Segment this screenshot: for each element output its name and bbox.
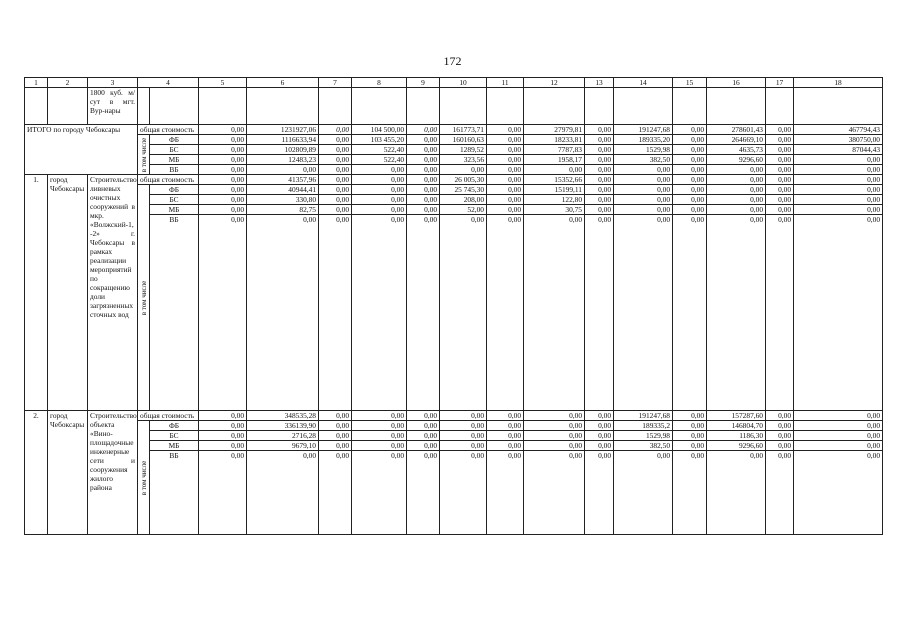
value-cell: 0,00 (766, 185, 794, 195)
value-cell: 0,00 (199, 195, 247, 205)
value-cell: 0,00 (766, 155, 794, 165)
cont-cell (766, 88, 794, 125)
value-cell: 1529,98 (614, 431, 673, 441)
funding-source-label: МБ (150, 205, 199, 215)
total-cost-label: общая стоимость (138, 125, 199, 135)
total-value-cell: 0,00 (319, 125, 352, 135)
total-value-cell: 0,00 (487, 125, 524, 135)
total-value-cell: 467794,43 (794, 125, 883, 135)
value-cell: 0,00 (794, 431, 883, 441)
item2-source-row (25, 451, 883, 535)
value-cell: 0,00 (247, 215, 319, 411)
value-cell: 0,00 (585, 185, 614, 195)
column-number-row (25, 78, 883, 88)
value-cell: 0,00 (407, 185, 440, 195)
value-cell: 0,00 (319, 441, 352, 451)
value-cell: 0,00 (352, 185, 407, 195)
total-value-cell: 0,00 (487, 175, 524, 185)
value-cell: 0,00 (614, 215, 673, 411)
value-cell: 0,00 (794, 421, 883, 431)
value-cell: 0,00 (794, 205, 883, 215)
item2-total-row (25, 411, 883, 421)
header-cell: 5 (199, 78, 247, 88)
value-cell: 0,00 (199, 451, 247, 535)
value-cell: 0,00 (440, 215, 487, 411)
value-cell: 0,00 (352, 421, 407, 431)
value-cell: 30,75 (524, 205, 585, 215)
value-cell: 264669,10 (707, 135, 766, 145)
value-cell: 0,00 (524, 451, 585, 535)
item1-source-row (25, 195, 883, 205)
total-value-cell: 348535,28 (247, 411, 319, 421)
value-cell: 0,00 (524, 431, 585, 441)
value-cell: 0,00 (319, 195, 352, 205)
value-cell: 0,00 (673, 431, 707, 441)
value-cell: 0,00 (794, 195, 883, 205)
value-cell: 0,00 (440, 441, 487, 451)
value-cell: 0,00 (407, 451, 440, 535)
total-value-cell: 0,00 (585, 125, 614, 135)
header-cell: 18 (794, 78, 883, 88)
itogo-source-row (25, 145, 883, 155)
total-value-cell: 0,00 (524, 411, 585, 421)
value-cell: 0,00 (585, 441, 614, 451)
value-cell: 0,00 (673, 195, 707, 205)
value-cell: 0,00 (319, 185, 352, 195)
value-cell: 0,00 (673, 205, 707, 215)
cont-cell (614, 88, 673, 125)
value-cell: 1289,52 (440, 145, 487, 155)
value-cell: 0,00 (352, 431, 407, 441)
header-cell: 10 (440, 78, 487, 88)
including-label-cell (138, 421, 150, 535)
value-cell: 0,00 (794, 155, 883, 165)
value-cell: 0,00 (585, 165, 614, 175)
itogo-label: ИТОГО по городу Чебоксары (25, 125, 138, 175)
header-cell: 16 (707, 78, 766, 88)
value-cell: 0,00 (487, 165, 524, 175)
total-value-cell: 0,00 (407, 175, 440, 185)
value-cell: 0,00 (407, 155, 440, 165)
value-cell: 0,00 (794, 451, 883, 535)
cont-cell (585, 88, 614, 125)
value-cell: 0,00 (319, 205, 352, 215)
header-cell: 6 (247, 78, 319, 88)
value-cell: 0,00 (407, 165, 440, 175)
cont-cell (440, 88, 487, 125)
value-cell: 0,00 (199, 215, 247, 411)
value-cell: 0,00 (524, 441, 585, 451)
value-cell: 0,00 (585, 155, 614, 165)
item2-source-row (25, 431, 883, 441)
value-cell: 0,00 (766, 451, 794, 535)
value-cell: 0,00 (524, 421, 585, 431)
item1-source-row (25, 205, 883, 215)
value-cell: 0,00 (794, 185, 883, 195)
total-value-cell: 26 005,30 (440, 175, 487, 185)
value-cell: 0,00 (673, 185, 707, 195)
value-cell: 25 745,30 (440, 185, 487, 195)
funding-source-label: МБ (150, 441, 199, 451)
item-description: Строительство ливневых очистных сооружений в мкр. «Волжский-1, -2» г. Чебоксары в рамках реализации мероприятий по сокращению доли загрязненных сточных вод (88, 175, 138, 411)
funding-source-label: БС (150, 195, 199, 205)
value-cell: 0,00 (247, 165, 319, 175)
total-value-cell: 0,00 (352, 411, 407, 421)
total-value-cell: 0,00 (199, 411, 247, 421)
value-cell: 0,00 (407, 431, 440, 441)
value-cell: 52,00 (440, 205, 487, 215)
value-cell: 522,40 (352, 155, 407, 165)
cont-cell (138, 88, 150, 125)
total-value-cell: 161773,71 (440, 125, 487, 135)
including-label-cell (138, 185, 150, 411)
cont-cell (352, 88, 407, 125)
value-cell: 82,75 (247, 205, 319, 215)
total-value-cell: 0,00 (766, 175, 794, 185)
value-cell: 0,00 (673, 215, 707, 411)
value-cell: 0,00 (673, 145, 707, 155)
total-value-cell: 0,00 (352, 175, 407, 185)
value-cell: 9296,60 (707, 155, 766, 165)
header-cell: 2 (48, 78, 88, 88)
funding-source-label: ФБ (150, 421, 199, 431)
value-cell: 0,00 (487, 135, 524, 145)
value-cell: 0,00 (766, 145, 794, 155)
value-cell: 0,00 (407, 215, 440, 411)
value-cell: 0,00 (707, 451, 766, 535)
total-cost-label: общая стоимость (138, 175, 199, 185)
value-cell: 0,00 (247, 451, 319, 535)
header-cell: 11 (487, 78, 524, 88)
value-cell: 146804,70 (707, 421, 766, 431)
value-cell: 0,00 (766, 421, 794, 431)
value-cell: 382,50 (614, 441, 673, 451)
value-cell: 0,00 (766, 135, 794, 145)
header-cell: 7 (319, 78, 352, 88)
header-cell: 8 (352, 78, 407, 88)
total-value-cell: 0,00 (319, 411, 352, 421)
total-value-cell: 191247,68 (614, 411, 673, 421)
item-number: 2. (25, 411, 48, 535)
funding-source-label: ФБ (150, 185, 199, 195)
total-value-cell: 0,00 (585, 175, 614, 185)
value-cell: 0,00 (585, 215, 614, 411)
cont-cell (25, 88, 48, 125)
value-cell: 103 455,20 (352, 135, 407, 145)
value-cell: 0,00 (766, 441, 794, 451)
value-cell: 189335,20 (614, 135, 673, 145)
value-cell: 0,00 (352, 441, 407, 451)
value-cell: 0,00 (673, 451, 707, 535)
value-cell: 0,00 (319, 165, 352, 175)
total-value-cell: 0,00 (673, 125, 707, 135)
total-value-cell: 41357,96 (247, 175, 319, 185)
cont-cell (524, 88, 585, 125)
value-cell: 380750,00 (794, 135, 883, 145)
including-label: в том числе (139, 460, 148, 495)
value-cell: 0,00 (352, 205, 407, 215)
value-cell: 122,80 (524, 195, 585, 205)
value-cell: 0,00 (407, 441, 440, 451)
total-value-cell: 0,00 (199, 175, 247, 185)
value-cell: 0,00 (487, 205, 524, 215)
funding-source-label: ВБ (150, 215, 199, 411)
value-cell: 15199,11 (524, 185, 585, 195)
cont-cell (673, 88, 707, 125)
value-cell: 1116633,94 (247, 135, 319, 145)
value-cell: 0,00 (487, 145, 524, 155)
total-cost-label: общая стоимость (138, 411, 199, 421)
value-cell: 0,00 (487, 195, 524, 205)
value-cell: 1529,98 (614, 145, 673, 155)
value-cell: 0,00 (766, 431, 794, 441)
value-cell: 0,00 (319, 421, 352, 431)
value-cell: 0,00 (614, 195, 673, 205)
value-cell: 0,00 (319, 135, 352, 145)
funding-source-label: ВБ (150, 451, 199, 535)
value-cell: 0,00 (199, 145, 247, 155)
value-cell: 40944,41 (247, 185, 319, 195)
value-cell: 0,00 (407, 145, 440, 155)
value-cell: 0,00 (766, 215, 794, 411)
value-cell: 0,00 (487, 155, 524, 165)
value-cell: 0,00 (440, 431, 487, 441)
value-cell: 0,00 (707, 165, 766, 175)
value-cell: 0,00 (673, 441, 707, 451)
header-cell: 17 (766, 78, 794, 88)
value-cell: 0,00 (487, 431, 524, 441)
value-cell: 0,00 (585, 145, 614, 155)
header-cell: 1 (25, 78, 48, 88)
value-cell: 0,00 (319, 155, 352, 165)
total-value-cell: 0,00 (487, 411, 524, 421)
value-cell: 0,00 (319, 451, 352, 535)
value-cell: 0,00 (487, 215, 524, 411)
value-cell: 9679,10 (247, 441, 319, 451)
item-number: 1. (25, 175, 48, 411)
value-cell: 208,00 (440, 195, 487, 205)
total-value-cell: 0,00 (766, 411, 794, 421)
value-cell: 160160,63 (440, 135, 487, 145)
item-city: город Чебоксары (48, 411, 88, 535)
value-cell: 0,00 (407, 135, 440, 145)
total-value-cell: 27979,81 (524, 125, 585, 135)
header-cell: 15 (673, 78, 707, 88)
including-label: в том числе (139, 137, 148, 172)
value-cell: 0,00 (614, 205, 673, 215)
value-cell: 0,00 (673, 165, 707, 175)
cont-cell (199, 88, 247, 125)
value-cell: 0,00 (585, 195, 614, 205)
value-cell: 0,00 (673, 421, 707, 431)
value-cell: 0,00 (524, 165, 585, 175)
funding-source-label: БС (150, 145, 199, 155)
value-cell: 0,00 (199, 441, 247, 451)
value-cell: 0,00 (440, 165, 487, 175)
value-cell: 0,00 (487, 451, 524, 535)
value-cell: 0,00 (614, 451, 673, 535)
total-value-cell: 0,00 (199, 125, 247, 135)
value-cell: 0,00 (707, 215, 766, 411)
funding-source-label: ВБ (150, 165, 199, 175)
total-value-cell: 1231927,06 (247, 125, 319, 135)
value-cell: 0,00 (707, 185, 766, 195)
cont-cell (707, 88, 766, 125)
value-cell: 0,00 (487, 185, 524, 195)
itogo-total-row (25, 125, 883, 135)
value-cell: 0,00 (487, 421, 524, 431)
value-cell: 0,00 (440, 421, 487, 431)
header-cell: 4 (138, 78, 199, 88)
total-value-cell: 0,00 (319, 175, 352, 185)
value-cell: 0,00 (794, 441, 883, 451)
item2-source-row (25, 441, 883, 451)
header-cell: 3 (88, 78, 138, 88)
value-cell: 0,00 (766, 205, 794, 215)
value-cell: 0,00 (407, 195, 440, 205)
value-cell: 0,00 (673, 135, 707, 145)
total-value-cell: 0,00 (766, 125, 794, 135)
total-value-cell: 0,00 (407, 125, 440, 135)
total-value-cell: 104 500,00 (352, 125, 407, 135)
total-value-cell: 0,00 (794, 411, 883, 421)
value-cell: 0,00 (319, 145, 352, 155)
funding-source-label: БС (150, 431, 199, 441)
total-value-cell: 0,00 (707, 175, 766, 185)
header-cell: 9 (407, 78, 440, 88)
item1-total-row (25, 175, 883, 185)
cont-cell (48, 88, 88, 125)
total-value-cell: 0,00 (673, 411, 707, 421)
value-cell: 0,00 (319, 431, 352, 441)
item1-source-row (25, 185, 883, 195)
value-cell: 0,00 (407, 421, 440, 431)
value-cell: 7787,83 (524, 145, 585, 155)
value-cell: 323,56 (440, 155, 487, 165)
value-cell: 0,00 (440, 451, 487, 535)
total-value-cell: 0,00 (440, 411, 487, 421)
value-cell: 0,00 (199, 155, 247, 165)
value-cell: 87044,43 (794, 145, 883, 155)
value-cell: 4635,73 (707, 145, 766, 155)
total-value-cell: 0,00 (614, 175, 673, 185)
cont-cell (150, 88, 199, 125)
header-cell: 14 (614, 78, 673, 88)
value-cell: 2716,28 (247, 431, 319, 441)
value-cell: 1958,17 (524, 155, 585, 165)
value-cell: 0,00 (199, 135, 247, 145)
total-value-cell: 0,00 (407, 411, 440, 421)
value-cell: 0,00 (352, 215, 407, 411)
value-cell: 18233,81 (524, 135, 585, 145)
header-cell: 12 (524, 78, 585, 88)
value-cell: 0,00 (794, 165, 883, 175)
value-cell: 0,00 (707, 205, 766, 215)
continuation-row (25, 88, 883, 125)
including-label-cell (138, 135, 150, 175)
itogo-source-row (25, 165, 883, 175)
value-cell: 0,00 (487, 441, 524, 451)
value-cell: 0,00 (794, 215, 883, 411)
cont-cell (487, 88, 524, 125)
total-value-cell: 15352,66 (524, 175, 585, 185)
value-cell: 0,00 (766, 165, 794, 175)
value-cell: 0,00 (585, 421, 614, 431)
value-cell: 0,00 (524, 215, 585, 411)
funding-source-label: МБ (150, 155, 199, 165)
including-label: в том числе (139, 280, 148, 315)
value-cell: 0,00 (614, 165, 673, 175)
value-cell: 382,50 (614, 155, 673, 165)
value-cell: 0,00 (585, 205, 614, 215)
value-cell: 102809,89 (247, 145, 319, 155)
cont-cell (319, 88, 352, 125)
value-cell: 189335,2 (614, 421, 673, 431)
cont-description: 1800 куб. м/сут в мгт. Вур-нары (88, 88, 138, 125)
total-value-cell: 0,00 (794, 175, 883, 185)
value-cell: 330,80 (247, 195, 319, 205)
total-value-cell: 0,00 (585, 411, 614, 421)
total-value-cell: 191247,68 (614, 125, 673, 135)
value-cell: 0,00 (352, 165, 407, 175)
total-value-cell: 0,00 (673, 175, 707, 185)
value-cell: 0,00 (199, 431, 247, 441)
value-cell: 0,00 (352, 195, 407, 205)
header-cell: 13 (585, 78, 614, 88)
value-cell: 0,00 (319, 215, 352, 411)
value-cell: 0,00 (585, 135, 614, 145)
value-cell: 0,00 (352, 451, 407, 535)
value-cell: 522,40 (352, 145, 407, 155)
value-cell: 0,00 (199, 205, 247, 215)
cont-cell (247, 88, 319, 125)
cont-cell (794, 88, 883, 125)
item2-source-row (25, 421, 883, 431)
total-value-cell: 278601,43 (707, 125, 766, 135)
itogo-source-row (25, 135, 883, 145)
value-cell: 0,00 (585, 451, 614, 535)
item1-source-row (25, 215, 883, 411)
item-description: Строительство объекта «Вино-площадочные инженерные сети и сооружения жилого района (88, 411, 138, 535)
budget-table (24, 77, 883, 535)
value-cell: 0,00 (199, 165, 247, 175)
value-cell: 0,00 (199, 421, 247, 431)
value-cell: 0,00 (585, 431, 614, 441)
total-value-cell: 157287,60 (707, 411, 766, 421)
value-cell: 0,00 (707, 195, 766, 205)
item-city: город Чебоксары (48, 175, 88, 411)
value-cell: 1186,30 (707, 431, 766, 441)
cont-cell (407, 88, 440, 125)
value-cell: 9296,60 (707, 441, 766, 451)
value-cell: 0,00 (199, 185, 247, 195)
value-cell: 0,00 (673, 155, 707, 165)
value-cell: 0,00 (407, 205, 440, 215)
page-number: 172 (443, 54, 462, 68)
itogo-source-row (25, 155, 883, 165)
value-cell: 336139,90 (247, 421, 319, 431)
value-cell: 12483,23 (247, 155, 319, 165)
value-cell: 0,00 (614, 185, 673, 195)
funding-source-label: ФБ (150, 135, 199, 145)
value-cell: 0,00 (766, 195, 794, 205)
